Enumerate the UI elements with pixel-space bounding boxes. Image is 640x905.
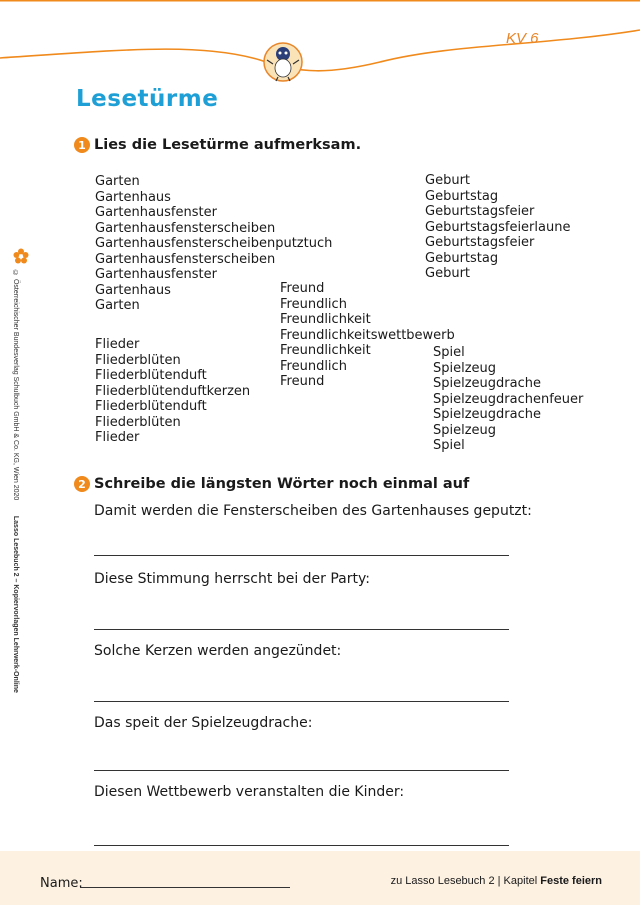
task-2-heading — [74, 476, 469, 492]
tower-word: Spielzeug — [433, 422, 497, 438]
tower-word: Fliederblütenduft — [95, 368, 207, 383]
tower-word: Freundlichkeitswettbewerb — [280, 327, 455, 343]
sidebar-text — [12, 270, 19, 693]
flower-logo-icon — [13, 248, 29, 264]
answer-line[interactable] — [94, 770, 509, 771]
tower-word: Flieder — [95, 430, 140, 445]
sidebar-credits — [10, 270, 24, 700]
tower-word: Freundlichkeit — [280, 343, 371, 358]
tower-word: Geburtstagsfeier — [425, 235, 535, 250]
tower-word: Geburtstag — [425, 250, 499, 266]
tower-word: Geburtstagsfeier — [425, 204, 535, 219]
tower-word: Flieder — [95, 337, 140, 352]
tower-word: Gartenhaus — [95, 189, 171, 205]
tower-word: Fliederblüten — [95, 414, 181, 430]
tower-word: Spielzeugdrache — [433, 407, 541, 422]
tower-word: Spiel — [433, 345, 465, 360]
tower-word: Gartenhausfenster — [95, 267, 217, 282]
name-input-line[interactable] — [80, 887, 290, 888]
mascot-icon — [259, 40, 307, 84]
task-1-heading — [74, 137, 361, 153]
tower-word: Freund — [280, 374, 325, 389]
tower-word: Geburtstag — [425, 188, 499, 204]
tower-word: Freundlichkeit — [280, 312, 371, 327]
tower-word: Garten — [95, 298, 140, 313]
answer-line[interactable] — [94, 845, 509, 846]
chapter-name: Feste feiern — [540, 875, 602, 887]
book-title-text: Lasso Lesebuch 2 – Kopiervorlagen Lehrwerk-Online — [12, 515, 19, 693]
tower-word: Freundlich — [280, 358, 347, 374]
tower-word: Fliederblütenduftkerzen — [95, 383, 251, 399]
task-number-badge: 2 — [74, 476, 90, 492]
footer — [0, 851, 640, 905]
tower-word: Freundlich — [280, 296, 347, 312]
question-prompt: Damit werden die Fensterscheiben des Gartenhauses geputzt: — [94, 503, 532, 519]
tower-word: Freund — [280, 281, 325, 296]
question-prompt: Diesen Wettbewerb veranstalten die Kinder: — [94, 784, 405, 800]
footer-credit — [391, 875, 602, 887]
tower-word: Garten — [95, 174, 140, 189]
task-2-text: Schreibe die längsten Wörter noch einmal auf — [94, 476, 470, 492]
tower-word: Gartenhausfenster — [95, 205, 217, 220]
tower-flieder — [95, 337, 250, 446]
tower-word: Gartenhaus — [95, 282, 171, 298]
question-prompt: Solche Kerzen werden angezündet: — [94, 643, 342, 659]
copyright-text: © Österreichischer Bundesverlag Schulbuch GmbH & Co. KG, Wien 2020 — [12, 270, 19, 501]
task-number-badge: 1 — [74, 137, 90, 153]
name-label: Name: — [40, 876, 83, 891]
answer-line[interactable] — [94, 701, 509, 702]
answer-line[interactable] — [94, 555, 509, 556]
credit-prefix: zu Lasso Lesebuch 2 | Kapitel — [390, 875, 541, 887]
tower-word: Geburtstagsfeierlaune — [425, 219, 571, 235]
tower-word: Spiel — [433, 438, 465, 453]
tower-geburt — [425, 173, 570, 282]
header-wave — [0, 0, 640, 90]
task-1-text: Lies die Lesetürme aufmerksam. — [94, 137, 362, 153]
tower-freund — [280, 281, 455, 390]
tower-word: Fliederblüten — [95, 352, 181, 368]
tower-word: Gartenhausfensterscheibenputztuch — [95, 236, 333, 251]
question-prompt: Diese Stimmung herrscht bei der Party: — [94, 571, 370, 587]
question-prompt: Das speit der Spielzeugdrache: — [94, 715, 313, 731]
tower-word: Gartenhausfensterscheiben — [95, 251, 276, 267]
worksheet-code: KV 6 — [506, 30, 539, 47]
tower-word: Geburt — [425, 266, 471, 281]
tower-word: Spielzeugdrachenfeuer — [433, 391, 584, 407]
tower-word: Gartenhausfensterscheiben — [95, 220, 276, 236]
page-title: Lesetürme — [76, 86, 219, 112]
tower-word: Spielzeugdrache — [433, 376, 541, 391]
tower-spiel — [433, 345, 583, 454]
tower-word: Geburt — [425, 173, 471, 188]
tower-word: Spielzeug — [433, 360, 497, 376]
answer-line[interactable] — [94, 629, 509, 630]
tower-word: Fliederblütenduft — [95, 399, 207, 414]
